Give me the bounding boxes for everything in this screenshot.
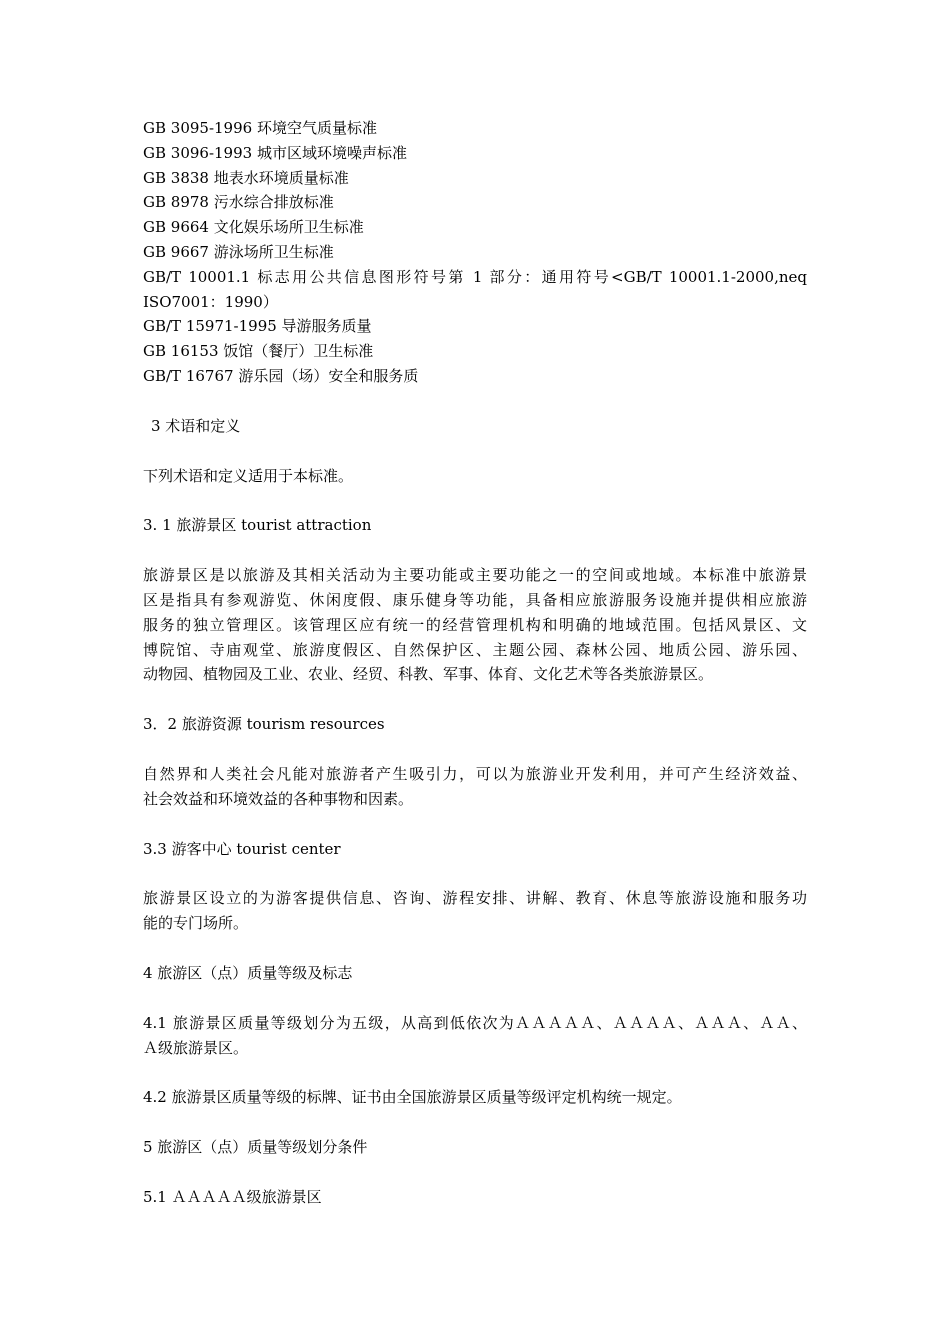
clause-5-1-heading: 5.1 ＡＡＡＡＡ级旅游景区	[143, 1187, 322, 1206]
clause-4-2: 4.2 旅游景区质量等级的标牌、证书由全国旅游景区质量等级评定机构统一规定。	[143, 1088, 682, 1107]
section-5-heading: 5 旅游区（点）质量等级划分条件	[143, 1138, 368, 1157]
term-3-2-body	[143, 762, 807, 812]
reference-item-10001: GB/T 10001.1 标志用公共信息图形符号第 1 部分：通用符号<GB/T 10001.1-2000,neq	[143, 267, 807, 286]
reference-item: GB/T 16767 游乐园（场）安全和服务质	[143, 366, 419, 385]
reference-item: GB 8978 污水综合排放标准	[143, 193, 334, 212]
reference-item-10001-cont: ISO7001：1990）	[143, 292, 278, 311]
paragraph-line: 博院馆、寺庙观堂、旅游度假区、自然保护区、主题公园、森林公园、地质公园、游乐园、	[143, 640, 807, 659]
reference-item: GB/T 15971-1995 导游服务质量	[143, 317, 372, 336]
reference-list	[143, 116, 807, 389]
paragraph-line: Ａ级旅游景区。	[143, 1038, 249, 1057]
paragraph-line: 4.1 旅游景区质量等级划分为五级，从高到低依次为ＡＡＡＡＡ、ＡＡＡＡ、ＡＡＡ、ＡＡ、	[143, 1013, 807, 1032]
reference-item: GB 3095-1996 环境空气质量标准	[143, 119, 377, 137]
term-3-1-heading: 3. 1 旅游景区 tourist attraction	[143, 516, 372, 535]
reference-item: GB 3838 地表水环境质量标准	[143, 168, 349, 187]
paragraph-line: 旅游景区设立的为游客提供信息、咨询、游程安排、讲解、教育、休息等旅游设施和服务功	[143, 889, 807, 908]
paragraph-line: 自然界和人类社会凡能对旅游者产生吸引力，可以为旅游业开发利用，并可产生经济效益、	[143, 764, 807, 783]
paragraph-line: 服务的独立管理区。该管理区应有统一的经营管理机构和明确的地域范围。包括风景区、文	[143, 615, 807, 634]
term-3-3-body	[143, 886, 807, 936]
paragraph-line: 动物园、植物园及工业、农业、经贸、科教、军事、体育、文化艺术等各类旅游景区。	[143, 665, 714, 684]
term-3-2-heading: 3．2 旅游资源 tourism resources	[143, 715, 385, 734]
paragraph-line: 能的专门场所。	[143, 914, 249, 933]
clause-4-1	[143, 1011, 807, 1061]
paragraph-line: 旅游景区是以旅游及其相关活动为主要功能或主要功能之一的空间或地域。本标准中旅游景	[143, 566, 807, 585]
section-3-heading: 3 术语和定义	[151, 416, 241, 435]
section-4-heading: 4 旅游区（点）质量等级及标志	[143, 963, 353, 982]
term-3-1-body	[143, 563, 807, 687]
reference-item: GB 9664 文化娱乐场所卫生标准	[143, 218, 364, 237]
reference-item: GB 16153 饭馆（餐厅）卫生标准	[143, 342, 374, 361]
term-3-3-heading: 3.3 游客中心 tourist center	[143, 839, 341, 858]
reference-item: GB 3096-1993 城市区域环境噪声标准	[143, 143, 407, 162]
paragraph-line: 区是指具有参观游览、休闲度假、康乐健身等功能，具备相应旅游服务设施并提供相应旅游	[143, 590, 807, 609]
paragraph-line: 社会效益和环境效益的各种事物和因素。	[143, 789, 414, 808]
document-page	[143, 116, 807, 1210]
section-3-intro: 下列术语和定义适用于本标准。	[143, 466, 354, 485]
reference-item: GB 9667 游泳场所卫生标准	[143, 242, 334, 261]
